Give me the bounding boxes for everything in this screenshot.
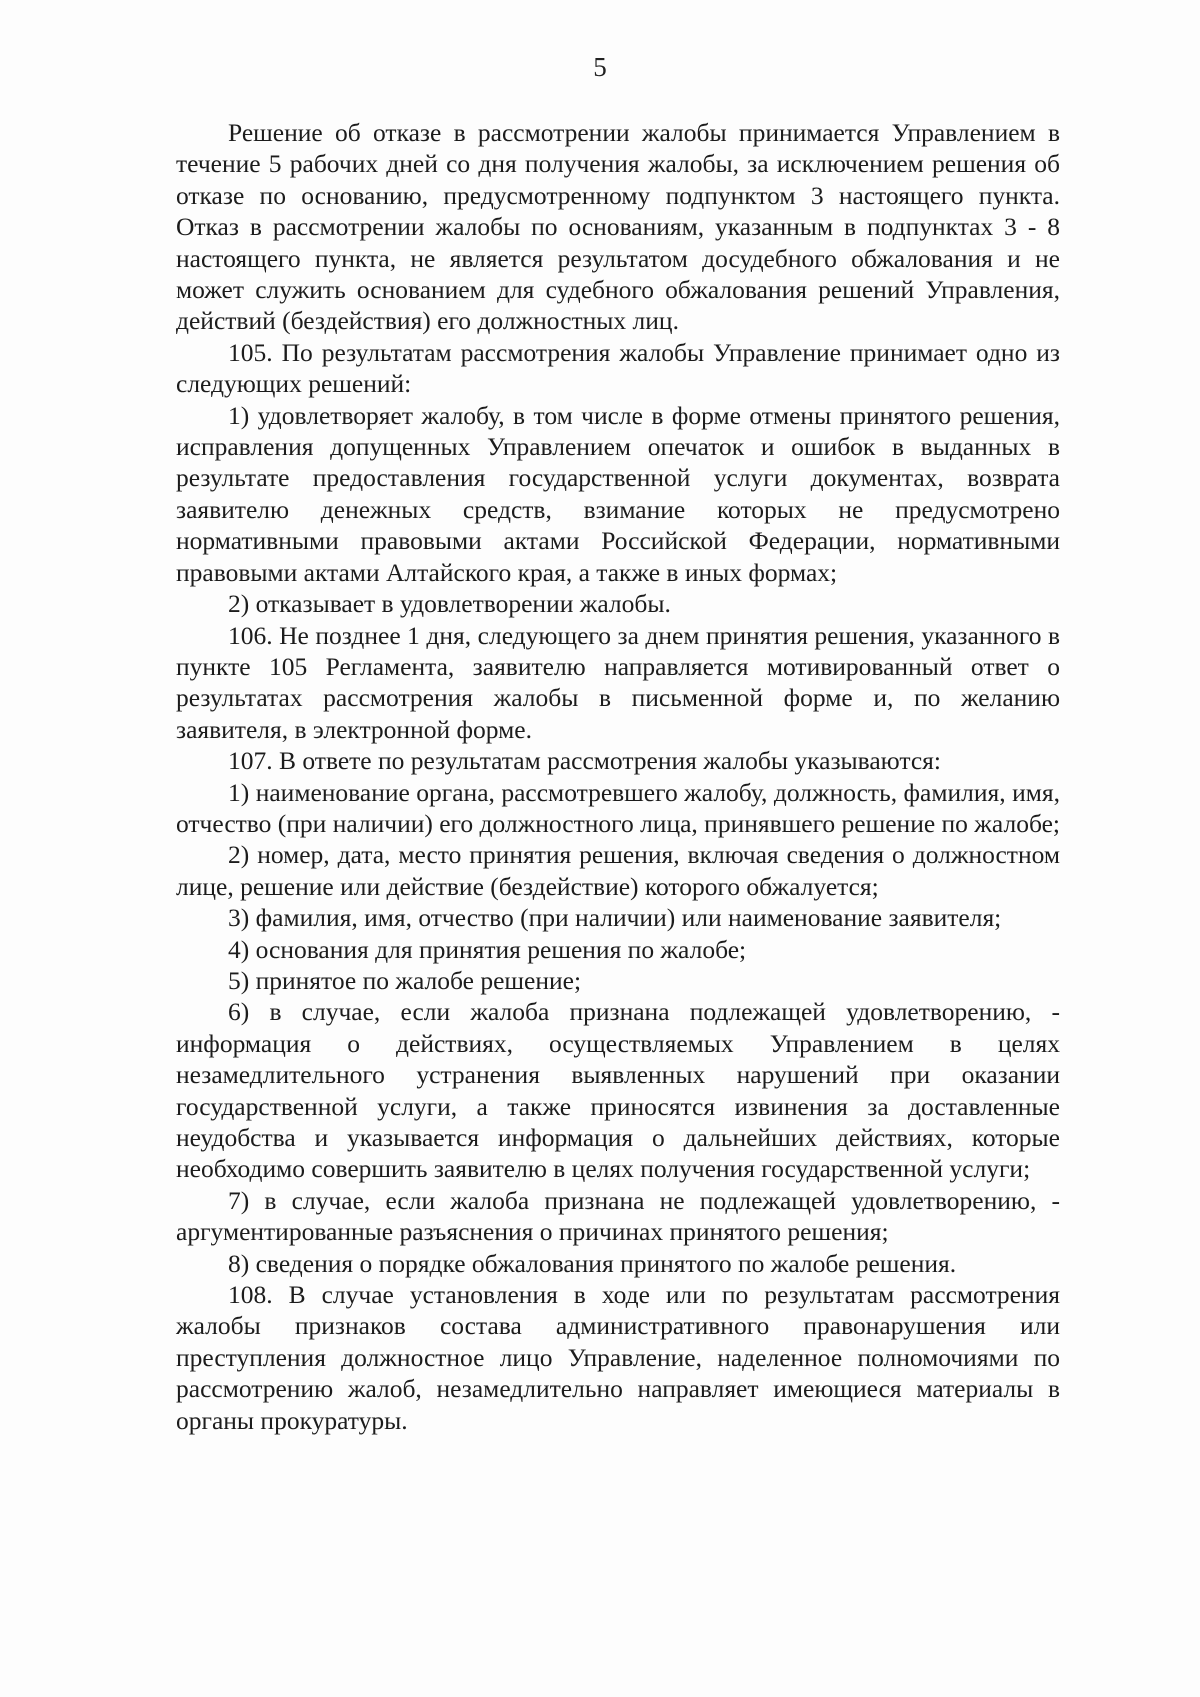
paragraph-107-item-3: 3) фамилия, имя, отчество (при наличии) или наименование заявителя;: [228, 903, 1002, 933]
paragraph-106: 106. Не позднее 1 дня, следующего за днем принятия решения, указанного в пункте 105 Регламента, заявителю направляется мотивированный ответ о результатах рассмотрения жалобы в письменной форме и, по желанию заявителя, в электронной форме.: [176, 620, 1060, 744]
paragraph-107-item-1: 1) наименование органа, рассмотревшего жалобу, должность, фамилия, имя, отчество (при наличии) его должностного лица, принявшего решение по жалобе;: [176, 777, 1060, 838]
paragraph-107-item-5: 5) принятое по жалобе решение;: [228, 965, 582, 995]
document-body: [176, 117, 1060, 1436]
paragraph-107-item-2: 2) номер, дата, место принятия решения, включая сведения о должностном лице, решение или действие (бездействие) которого обжалуется;: [176, 840, 1060, 901]
page-number: 5: [593, 52, 607, 82]
paragraph-refusal-decision: Решение об отказе в рассмотрении жалобы принимается Управлением в течение 5 рабочих дней со дня получения жалобы, за исключением решения об отказе по основанию, предусмотренному подпунктом 3 настоящего пункта. Отказ в рассмотрении жалобы по основаниям, указанным в подпунктах 3 - 8 настоящего пункта, не является результатом досудебного обжалования и не может служить основанием для судебного обжалования решений Управления, действий (бездействия) его должностных лиц.: [176, 118, 1060, 336]
paragraph-105-item-2: 2) отказывает в удовлетворении жалобы.: [228, 589, 671, 619]
paragraph-107: 107. В ответе по результатам рассмотрения жалобы указываются:: [228, 746, 941, 776]
paragraph-105-item-1: 1) удовлетворяет жалобу, в том числе в форме отмены принятого решения, исправления допущенных Управлением опечаток и ошибок в выданных в результате предоставления государственной услуги документах, возврата заявителю денежных средств, взимание которых не предусмотрено нормативными правовыми актами Российской Федерации, нормативными правовыми актами Алтайского края, а также в иных формах;: [176, 400, 1060, 587]
paragraph-107-item-7: 7) в случае, если жалоба признана не подлежащей удовлетворению, - аргументированные разъяснения о причинах принятого решения;: [176, 1185, 1060, 1247]
paragraph-105: 105. По результатам рассмотрения жалобы Управление принимает одно из следующих решений:: [176, 337, 1060, 399]
paragraph-108: 108. В случае установления в ходе или по результатам рассмотрения жалобы признаков состава административного правонарушения или преступления должностное лицо Управление, наделенное полномочиями по рассмотрению жалоб, незамедлительно направляет имеющиеся материалы в органы прокуратуры.: [176, 1280, 1060, 1435]
paragraph-107-item-6: 6) в случае, если жалоба признана подлежащей удовлетворению, - информация о действиях, осуществляемых Управлением в целях незамедлительного устранения выявленных нарушений при оказании государственной услуги, а также приносятся извинения за доставленные неудобства и указывается информация о дальнейших действиях, которые необходимо совершить заявителю в целях получения государственной услуги;: [176, 997, 1060, 1184]
paragraph-107-item-4: 4) основания для принятия решения по жалобе;: [228, 934, 747, 964]
paragraph-107-item-8: 8) сведения о порядке обжалования принятого по жалобе решения.: [228, 1248, 957, 1278]
